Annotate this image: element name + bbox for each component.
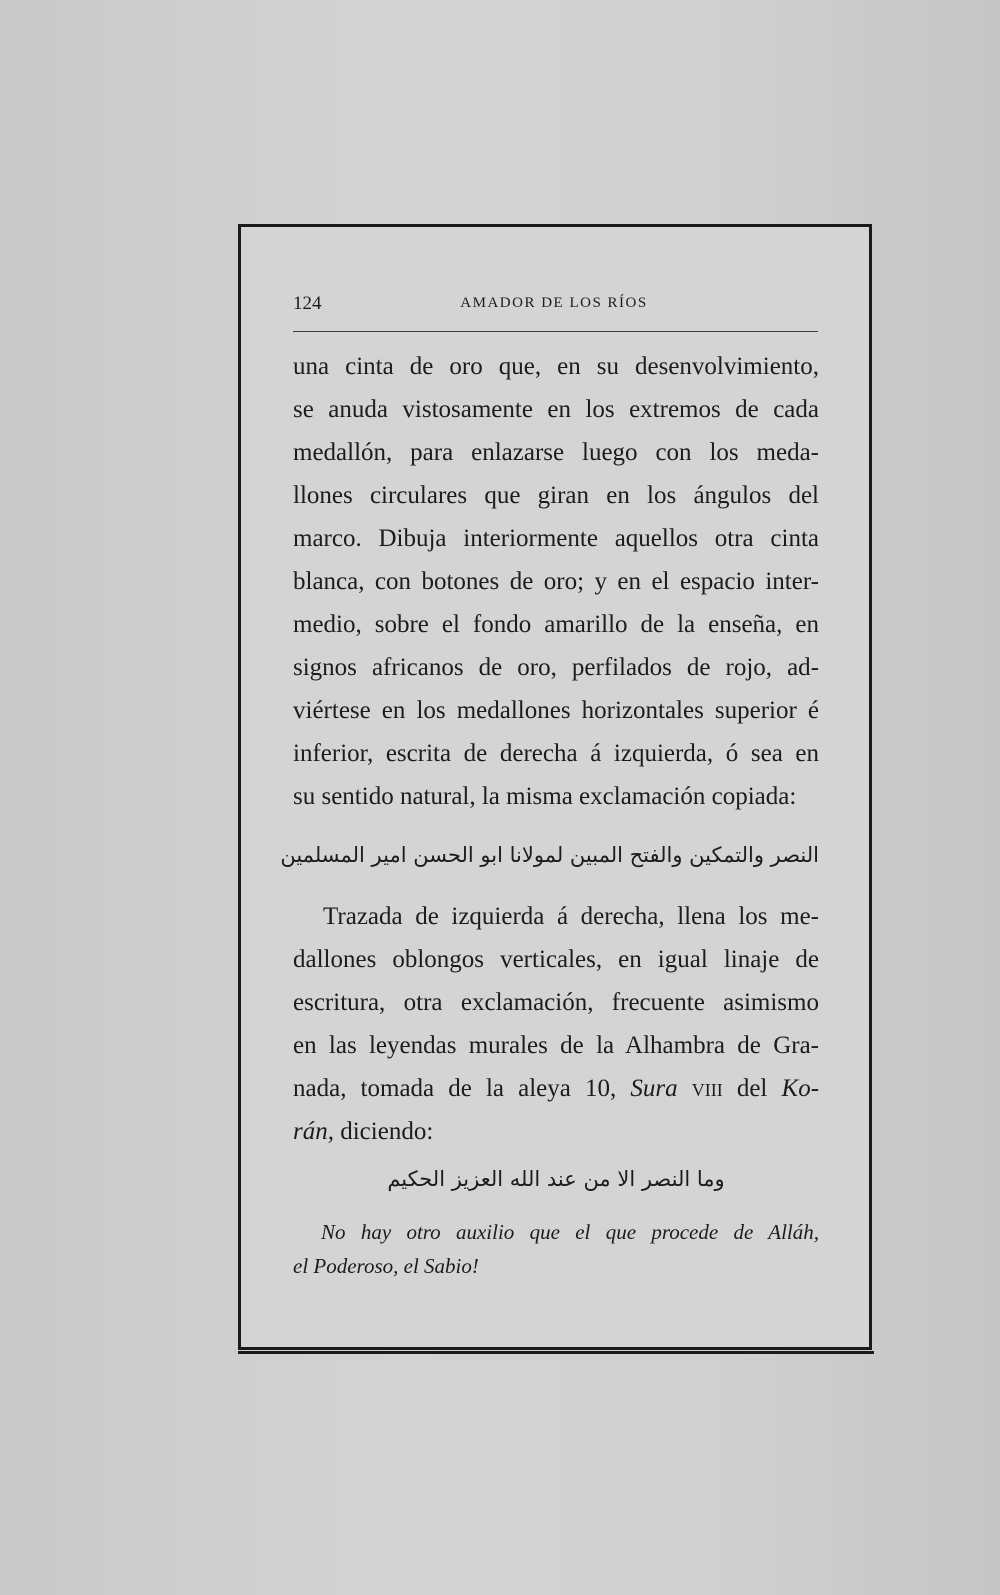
arabic-inscription-2: وما النصر الا من عند الله العزيز الحكيم: [387, 1167, 725, 1191]
paragraph-line: inferior, escrita de derecha á izquierda, ó sea en: [293, 740, 819, 767]
running-head: [293, 293, 815, 317]
paragraph-2: [293, 895, 819, 1153]
quote-line-1: No hay otro auxilio que el que procede de Alláh,: [321, 1220, 819, 1244]
translation-quote: [293, 1215, 819, 1283]
sura-number: viii: [691, 1075, 723, 1102]
paragraph-line: en las leyendas murales de la Alhambra de Gra-: [293, 1032, 819, 1059]
paragraph-line: dallones oblongos verticales, en igual linaje de: [293, 946, 819, 973]
diciendo-text: diciendo:: [333, 1118, 434, 1145]
paragraph-line: llones circulares que giran en los ángulos del: [293, 482, 819, 509]
quote-line-2: el Poderoso, el Sabio!: [293, 1254, 479, 1278]
paragraph-line: se anuda vistosamente en los extremos de cada: [293, 396, 819, 423]
paragraph-line: signos africanos de oro, perfilados de rojo, ad-: [293, 654, 819, 681]
paragraph-line: su sentido natural, la misma exclamación copiada:: [293, 783, 797, 810]
paragraph-line: una cinta de oro que, en su desenvolvimiento,: [293, 353, 819, 380]
koran-part-1: Ko-: [781, 1075, 820, 1102]
header-rule: [293, 331, 818, 332]
paragraph-line-koran: [293, 1110, 819, 1153]
paragraph-line: viértese en los medallones horizontales superior é: [293, 697, 819, 724]
paragraph-line: Trazada de izquierda á derecha, llena los me-: [323, 903, 819, 930]
paragraph-line-sura: [293, 1067, 819, 1110]
running-head-author: AMADOR DE LOS RÍOS: [460, 295, 648, 311]
del-text: del: [722, 1075, 782, 1102]
paragraph-line: marco. Dibuja interiormente aquellos otra cinta: [293, 525, 819, 552]
sura-label: Sura: [630, 1075, 678, 1102]
paragraph-line: escritura, otra exclamación, frecuente asimismo: [293, 989, 819, 1016]
page-frame: [238, 224, 872, 1350]
paragraph-line-text: nada, tomada de la aleya 10,: [293, 1075, 631, 1102]
paragraph-1: [293, 345, 819, 818]
paragraph-line: medallón, para enlazarse luego con los meda-: [293, 439, 819, 466]
paragraph-line: blanca, con botones de oro; y en el espacio inter-: [293, 568, 819, 595]
koran-part-2: rán,: [293, 1118, 334, 1145]
arabic-inscription-1: النصر والتمكين والفتح المبين لمولانا ابو الحسن امير المسلمين: [280, 843, 819, 867]
page-number: 124: [293, 293, 322, 314]
paragraph-line: medio, sobre el fondo amarillo de la enseña, en: [293, 611, 819, 638]
